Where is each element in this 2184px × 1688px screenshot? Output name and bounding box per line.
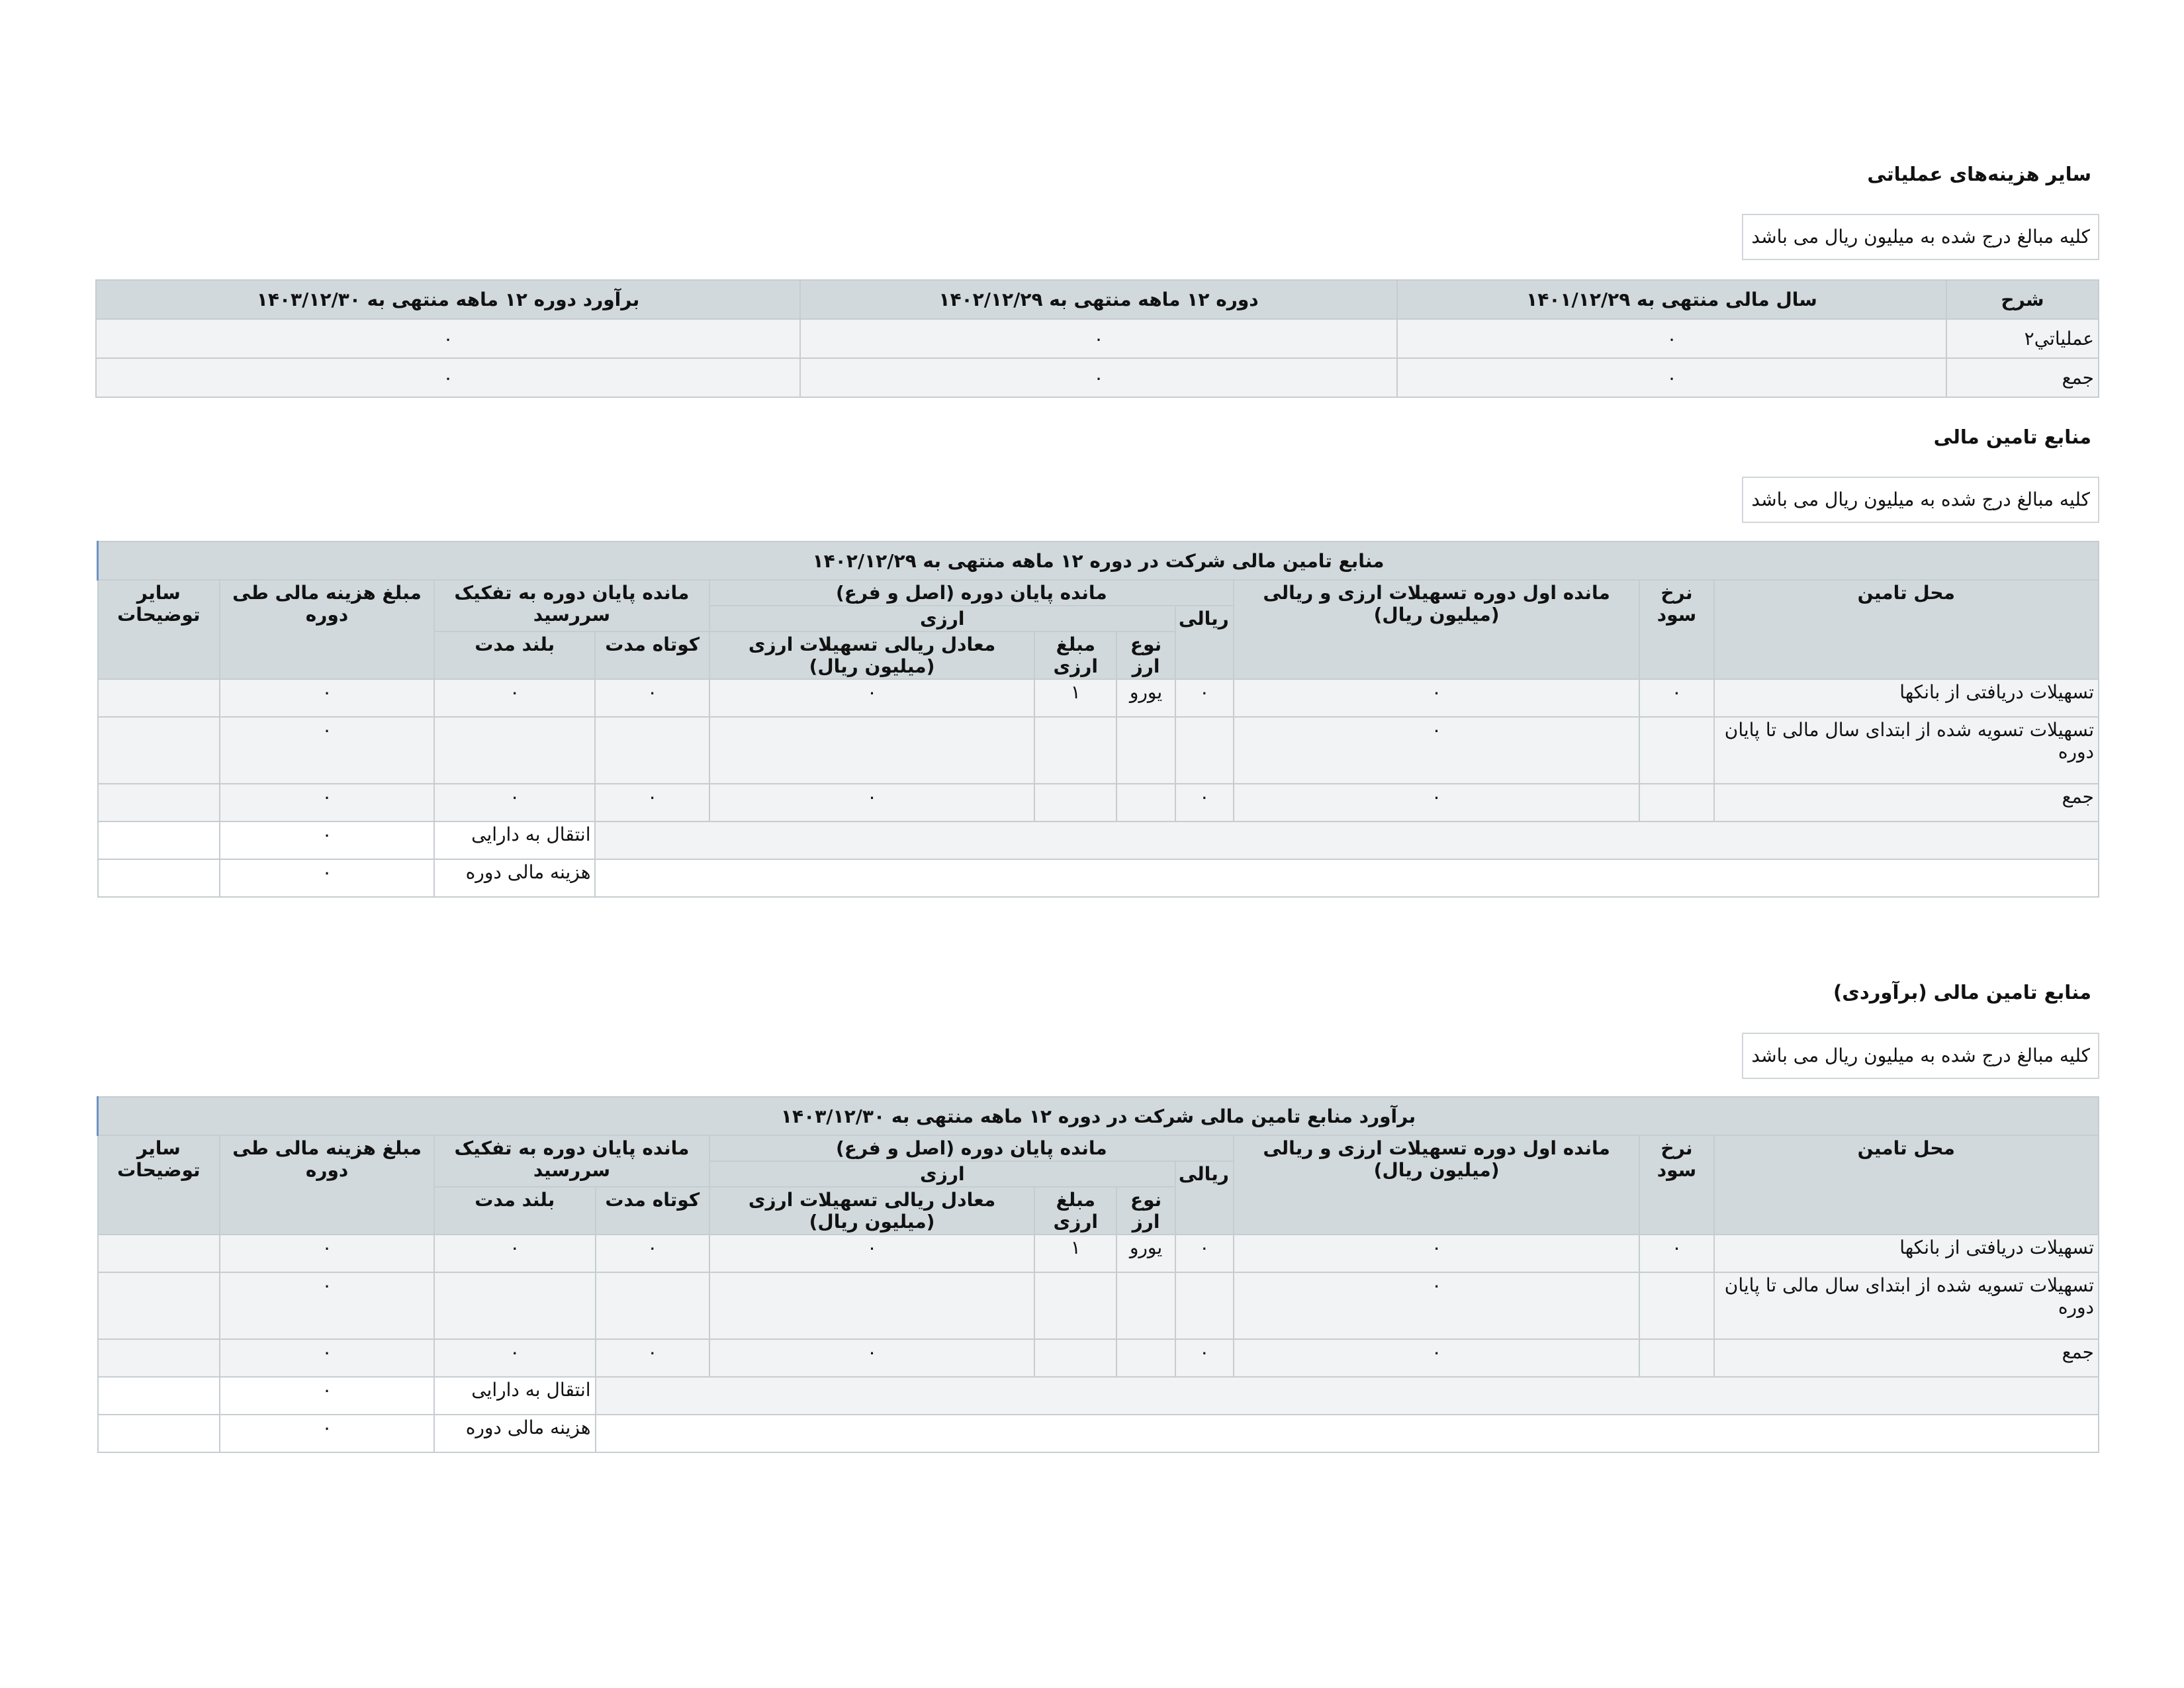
- cell-value: ۰: [800, 358, 1397, 397]
- financing-sources-estimate-table: [97, 1096, 2099, 1453]
- cell-rial-equiv: ۰: [709, 1339, 1034, 1377]
- col-header-short-term: کوتاه مدت: [596, 1187, 709, 1235]
- units-note: کلیه مبالغ درج شده به میلیون ریال می باشد: [1742, 1033, 2099, 1079]
- col-header-closing: مانده پایان دوره (اصل و فرع): [709, 1135, 1234, 1161]
- cell-other: [98, 717, 220, 784]
- col-header-finance-cost: مبلغ هزینه مالی طی دوره: [220, 580, 434, 679]
- table-header-row: [96, 280, 2099, 319]
- col-header-maturity: مانده پایان دوره به تفکیک سررسید: [434, 580, 709, 632]
- cell-other: [98, 1272, 220, 1339]
- cell-finance-cost: ۰: [220, 1235, 434, 1272]
- cell-rial: [1175, 1272, 1234, 1339]
- table-row: [98, 1415, 2099, 1452]
- table-row: [98, 1377, 2099, 1415]
- cell-short-term: ۰: [596, 1235, 709, 1272]
- cell-long-term: ۰: [434, 1339, 596, 1377]
- col-header-fy1401: سال مالی منتهی به ۱۴۰۱/۱۲/۲۹: [1397, 280, 1946, 319]
- row-label: جمع: [1714, 1339, 2099, 1377]
- cell-opening: ۰: [1234, 1235, 1639, 1272]
- table-row-total: [98, 1339, 2099, 1377]
- cell-long-term: [434, 1272, 596, 1339]
- cell-other: [98, 1415, 220, 1452]
- cell-fx-amount: [1034, 717, 1116, 784]
- col-header-rate: نرخ سود: [1639, 1135, 1713, 1235]
- row-label: تسهیلات تسویه شده از ابتدای سال مالی تا پایان دوره: [1714, 717, 2099, 784]
- cell-rial-equiv: ۰: [709, 1235, 1034, 1272]
- col-header-rate: نرخ سود: [1639, 580, 1713, 679]
- row-label: عملیاتي۲: [1946, 319, 2099, 358]
- table-caption: منابع تامین مالی شرکت در دوره ۱۲ ماهه منتهی به ۱۴۰۲/۱۲/۲۹: [98, 541, 2099, 580]
- col-header-currency: نوع ارز: [1116, 1187, 1175, 1235]
- cell-rate: ۰: [1639, 679, 1713, 717]
- cell-other: [98, 1235, 220, 1272]
- cell-currency: یورو: [1116, 679, 1175, 717]
- row-label: تسهیلات تسویه شده از ابتدای سال مالی تا پایان دوره: [1714, 1272, 2099, 1339]
- units-note: کلیه مبالغ درج شده به میلیون ریال می باشد: [1742, 214, 2099, 260]
- cell-rial-equiv: ۰: [709, 679, 1034, 717]
- cell-finance-cost: ۰: [220, 1272, 434, 1339]
- cell-value: ۰: [800, 319, 1397, 358]
- cell-finance-cost: ۰: [220, 859, 434, 897]
- cell-long-term: [434, 717, 596, 784]
- col-header-rial: ریالی: [1175, 606, 1234, 679]
- row-label: تسهیلات دریافتی از بانکها: [1714, 1235, 2099, 1272]
- col-header-closing: مانده پایان دوره (اصل و فرع): [709, 580, 1234, 606]
- col-header-rial-equiv: معادل ریالی تسهیلات ارزی (میلیون ریال): [709, 632, 1034, 679]
- cell-opening: ۰: [1234, 679, 1640, 717]
- cell-other: [98, 1377, 220, 1415]
- col-header-opening: مانده اول دوره تسهیلات ارزی و ریالی (میلیون ریال): [1234, 580, 1640, 679]
- col-header-currency: نوع ارز: [1116, 632, 1175, 679]
- cell-rial: ۰: [1175, 1235, 1234, 1272]
- cell-finance-cost: ۰: [220, 1415, 434, 1452]
- cell-rial: ۰: [1175, 1339, 1234, 1377]
- table-row: [98, 717, 2099, 784]
- cell-currency: یورو: [1116, 1235, 1175, 1272]
- table-row: [98, 859, 2099, 897]
- cell-opening: ۰: [1234, 784, 1640, 821]
- col-header-rial-equiv: معادل ریالی تسهیلات ارزی (میلیون ریال): [709, 1187, 1034, 1235]
- section-title-operating-costs: سایر هزینه‌های عملیاتی: [1867, 163, 2091, 185]
- cell-empty-span: [596, 1415, 2099, 1452]
- cell-rate: [1639, 1272, 1713, 1339]
- cell-short-term: [596, 1272, 709, 1339]
- row-label: جمع: [1946, 358, 2099, 397]
- cell-short-term: ۰: [595, 784, 709, 821]
- table-row-total: [98, 784, 2099, 821]
- table-caption: برآورد منابع تامین مالی شرکت در دوره ۱۲ ماهه منتهی به ۱۴۰۳/۱۲/۳۰: [98, 1097, 2099, 1135]
- operating-costs-table: [95, 279, 2099, 398]
- table-row: [98, 1235, 2099, 1272]
- cell-rate: [1639, 717, 1713, 784]
- cell-rial: ۰: [1175, 784, 1234, 821]
- cell-fx-amount: [1034, 1339, 1116, 1377]
- cell-other: [98, 1339, 220, 1377]
- col-header-estimate1403: برآورد دوره ۱۲ ماهه منتهی به ۱۴۰۳/۱۲/۳۰: [96, 280, 800, 319]
- row-label: تسهیلات دریافتی از بانکها: [1714, 679, 2099, 717]
- cell-fx-amount: [1034, 1272, 1116, 1339]
- cell-finance-cost: ۰: [220, 1377, 434, 1415]
- section-title-financing-sources-estimate: منابع تامین مالی (برآوردی): [1833, 981, 2091, 1004]
- col-header-fx: ارزی: [709, 606, 1175, 632]
- col-header-description: شرح: [1946, 280, 2099, 319]
- cell-currency: [1116, 717, 1175, 784]
- col-header-source: محل تامین: [1714, 1135, 2099, 1235]
- cell-currency: [1116, 1339, 1175, 1377]
- table-row-total: [96, 358, 2099, 397]
- col-header-other: سایر توضیحات: [98, 580, 220, 679]
- cell-fx-amount: ۱: [1034, 1235, 1116, 1272]
- cell-long-term: ۰: [434, 784, 596, 821]
- cell-short-term: [595, 717, 709, 784]
- cell-value: ۰: [1397, 358, 1946, 397]
- cell-short-term: ۰: [596, 1339, 709, 1377]
- cell-rial-equiv: ۰: [709, 784, 1034, 821]
- row-label: جمع: [1714, 784, 2099, 821]
- cell-opening: ۰: [1234, 1272, 1639, 1339]
- cell-other: [98, 821, 220, 859]
- col-header-rial: ریالی: [1175, 1161, 1234, 1235]
- cell-value: ۰: [1397, 319, 1946, 358]
- cell-currency: [1116, 784, 1175, 821]
- cell-long-term: ۰: [434, 1235, 596, 1272]
- cell-other: [98, 784, 220, 821]
- col-header-source: محل تامین: [1714, 580, 2099, 679]
- cell-value: ۰: [96, 358, 800, 397]
- cell-rate: [1639, 784, 1713, 821]
- row-label: هزینه مالی دوره: [434, 859, 596, 897]
- row-label: انتقال به دارایی: [434, 1377, 596, 1415]
- col-header-finance-cost: مبلغ هزینه مالی طی دوره: [220, 1135, 434, 1235]
- units-note: کلیه مبالغ درج شده به میلیون ریال می باشد: [1742, 477, 2099, 523]
- cell-finance-cost: ۰: [220, 717, 434, 784]
- table-row: [96, 319, 2099, 358]
- cell-opening: ۰: [1234, 1339, 1639, 1377]
- cell-other: [98, 679, 220, 717]
- cell-finance-cost: ۰: [220, 679, 434, 717]
- cell-finance-cost: ۰: [220, 1339, 434, 1377]
- cell-long-term: ۰: [434, 679, 596, 717]
- cell-rate: [1639, 1339, 1713, 1377]
- cell-other: [98, 859, 220, 897]
- cell-finance-cost: ۰: [220, 784, 434, 821]
- cell-finance-cost: ۰: [220, 821, 434, 859]
- col-header-long-term: بلند مدت: [434, 632, 596, 679]
- col-header-fx-amount: مبلغ ارزی: [1034, 632, 1116, 679]
- row-label: هزینه مالی دوره: [434, 1415, 596, 1452]
- cell-empty-span: [596, 1377, 2099, 1415]
- col-header-other: سایر توضیحات: [98, 1135, 220, 1235]
- col-header-long-term: بلند مدت: [434, 1187, 596, 1235]
- financing-sources-table: [97, 541, 2099, 898]
- cell-rial-equiv: [709, 1272, 1034, 1339]
- cell-empty-span: [595, 859, 2099, 897]
- col-header-opening: مانده اول دوره تسهیلات ارزی و ریالی (میلیون ریال): [1234, 1135, 1639, 1235]
- cell-short-term: ۰: [595, 679, 709, 717]
- cell-empty-span: [595, 821, 2099, 859]
- col-header-fx: ارزی: [709, 1161, 1175, 1187]
- section-title-financing-sources: منابع تامین مالی: [1933, 426, 2091, 448]
- cell-fx-amount: [1034, 784, 1116, 821]
- col-header-fx-amount: مبلغ ارزی: [1034, 1187, 1116, 1235]
- col-header-maturity: مانده پایان دوره به تفکیک سررسید: [434, 1135, 709, 1187]
- cell-rial: ۰: [1175, 679, 1234, 717]
- cell-currency: [1116, 1272, 1175, 1339]
- cell-fx-amount: ۱: [1034, 679, 1116, 717]
- cell-opening: ۰: [1234, 717, 1640, 784]
- table-row: [98, 1272, 2099, 1339]
- row-label: انتقال به دارایی: [434, 821, 596, 859]
- table-row: [98, 821, 2099, 859]
- col-header-short-term: کوتاه مدت: [595, 632, 709, 679]
- cell-rate: ۰: [1639, 1235, 1713, 1272]
- cell-rial-equiv: [709, 717, 1034, 784]
- col-header-period1402: دوره ۱۲ ماهه منتهی به ۱۴۰۲/۱۲/۲۹: [800, 280, 1397, 319]
- cell-value: ۰: [96, 319, 800, 358]
- table-row: [98, 679, 2099, 717]
- cell-rial: [1175, 717, 1234, 784]
